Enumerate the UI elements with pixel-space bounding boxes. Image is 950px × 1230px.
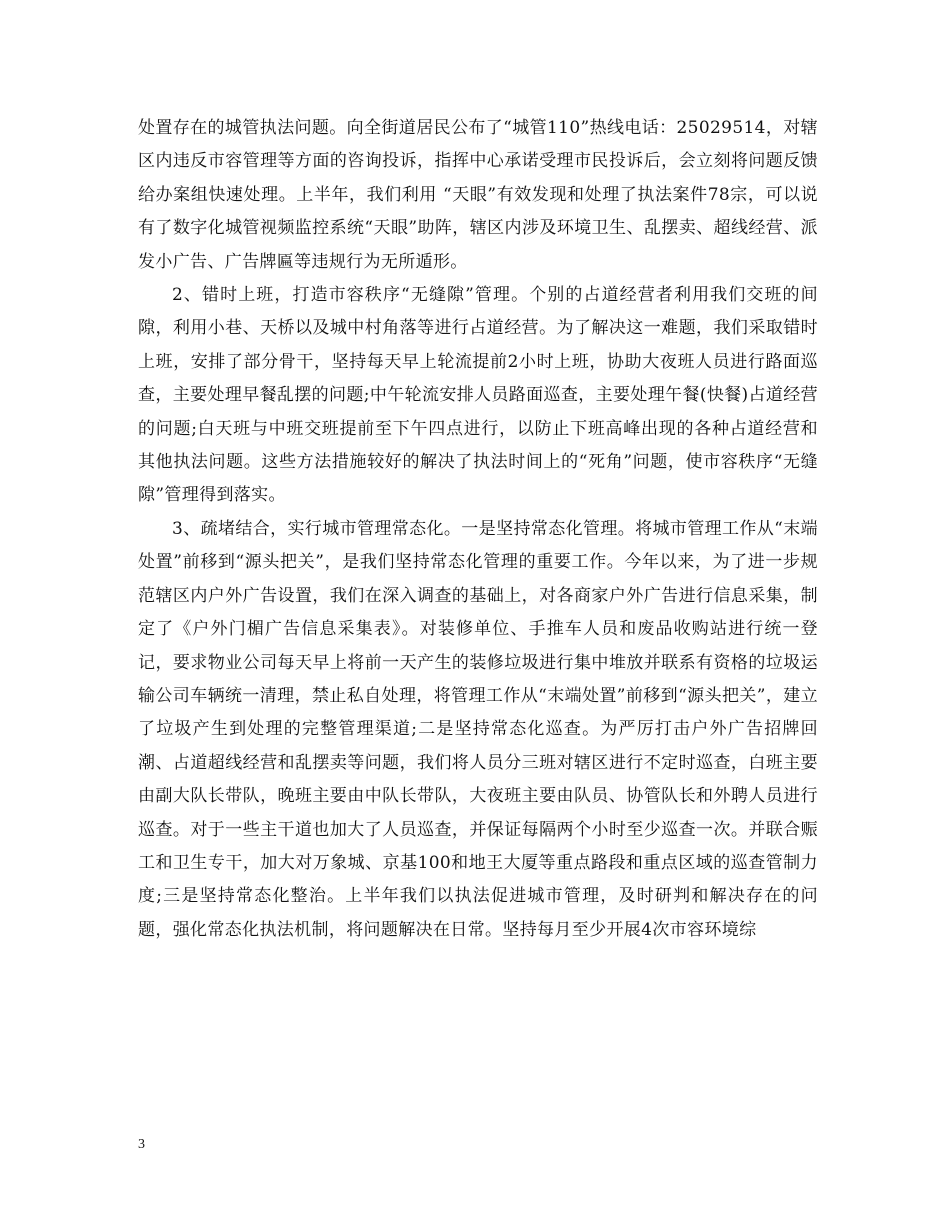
page-number: 3 bbox=[138, 1137, 145, 1152]
body-text bbox=[138, 112, 818, 947]
paragraph-staggered-shifts: 2、错时上班，打造市容秩序“无缝隙”管理。个别的占道经营者利用我们交班的间隙，利用小巷、天桥以及城中村角落等进行占道经营。为了解决这一难题，我们采取错时上班，安排了部分骨干，坚持每天早上轮流提前2小时上班，协助大夜班人员进行路面巡查，主要处理早餐乱摆的问题;中午轮流安排人员路面巡查，主要处理午餐(快餐)占道经营的问题;白天班与中班交班提前至下午四点进行，以防止下班高峰出现的各种占道经营和其他执法问题。这些方法措施较好的解决了执法时间上的“死角”问题，使市容秩序“无缝隙”管理得到落实。 bbox=[138, 285, 818, 506]
paragraph-normalized-management: 3、疏堵结合，实行城市管理常态化。一是坚持常态化管理。将城市管理工作从“末端处置”前移到“源头把关”，是我们坚持常态化管理的重要工作。今年以来，为了进一步规范辖区内户外广告设置，我们在深入调查的基础上，对各商家户外广告进行信息采集，制定了《户外门楣广告信息采集表》。对装修单位、手推车人员和废品收购站进行统一登记，要求物业公司每天早上将前一天产生的装修垃圾进行集中堆放并联系有资格的垃圾运输公司车辆统一清理，禁止私自处理，将管理工作从“末端处置”前移到“源头把关”，建立了垃圾产生到处理的完整管理渠道;二是坚持常态化巡查。为严厉打击户外广告招牌回潮、占道超线经营和乱摆卖等问题，我们将人员分三班对辖区进行不定时巡查，白班主要由副大队长带队，晚班主要由中队长带队，大夜班主要由队员、协管队长和外聘人员进行巡查。对于一些主干道也加大了人员巡查，并保证每隔两个小时至少巡查一次。并联合赈工和卫生专干，加大对万象城、京基100和地王大厦等重点路段和重点区域的巡查管制力度;三是坚持常态化整治。上半年我们以执法促进城市管理，及时研判和解决存在的问题，强化常态化执法机制，将问题解决在日常。坚持每月至少开展4次市容环境综 bbox=[138, 518, 818, 940]
paragraph-continuation: 处置存在的城管执法问题。向全街道居民公布了“城管110”热线电话：25029514，对辖区内违反市容管理等方面的咨询投诉，指挥中心承诺受理市民投诉后，会立刻将问题反馈给办案组快速处理。上半年，我们利用 “天眼”有效发现和处理了执法案件78宗，可以说有了数字化城管视频监控系统“天眼”助阵，辖区内涉及环境卫生、乱摆卖、超线经营、派发小广告、广告牌匾等违规行为无所遁形。 bbox=[138, 118, 818, 272]
